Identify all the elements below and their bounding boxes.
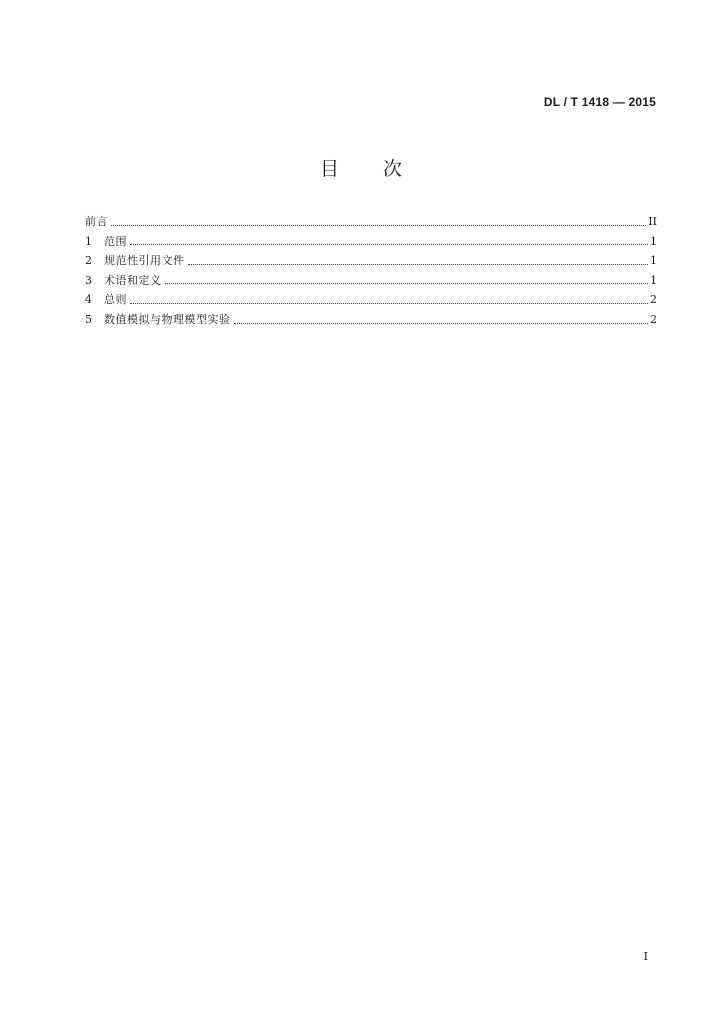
toc-entry-number: 3 bbox=[85, 273, 92, 287]
toc-entry-number: 4 bbox=[85, 293, 92, 307]
toc-entry-numerical-simulation[interactable] bbox=[85, 310, 657, 330]
standard-code: DL / T 1418 — 2015 bbox=[543, 95, 656, 109]
toc-leader-dots bbox=[234, 322, 649, 324]
toc-entry-number: 2 bbox=[85, 254, 92, 268]
toc-entry-label: 术语和定义 bbox=[104, 273, 162, 287]
toc-entry-terms-definitions[interactable] bbox=[85, 271, 657, 291]
toc-entry-label: 总则 bbox=[104, 293, 127, 307]
toc-leader-dots bbox=[111, 224, 646, 226]
toc-leader-dots bbox=[188, 263, 649, 265]
toc-entry-page: 1 bbox=[650, 254, 657, 268]
toc-entry-label: 范围 bbox=[104, 234, 127, 248]
toc-leader-dots bbox=[165, 282, 649, 284]
toc-leader-dots bbox=[130, 302, 648, 304]
toc-entry-general[interactable] bbox=[85, 290, 657, 310]
toc-leader-dots bbox=[130, 243, 648, 245]
toc-entry-page: 1 bbox=[650, 273, 657, 287]
toc-entry-page: II bbox=[648, 215, 657, 228]
toc-entry-number: 5 bbox=[85, 312, 92, 326]
toc-entry-page: 2 bbox=[650, 312, 657, 326]
toc-entry-page: 1 bbox=[650, 234, 657, 248]
toc-list bbox=[85, 212, 657, 330]
toc-entry-label: 规范性引用文件 bbox=[104, 254, 185, 268]
toc-entry-scope[interactable] bbox=[85, 232, 657, 252]
toc-entry-normative-references[interactable] bbox=[85, 251, 657, 271]
toc-entry-label: 前言 bbox=[85, 215, 108, 228]
toc-title: 目 次 bbox=[319, 158, 404, 180]
toc-entry-label: 数值模拟与物理模型实验 bbox=[104, 312, 231, 326]
toc-entry-foreword[interactable] bbox=[85, 212, 657, 232]
page-number: I bbox=[643, 950, 648, 963]
toc-entry-number: 1 bbox=[85, 234, 92, 248]
toc-entry-page: 2 bbox=[650, 293, 657, 307]
